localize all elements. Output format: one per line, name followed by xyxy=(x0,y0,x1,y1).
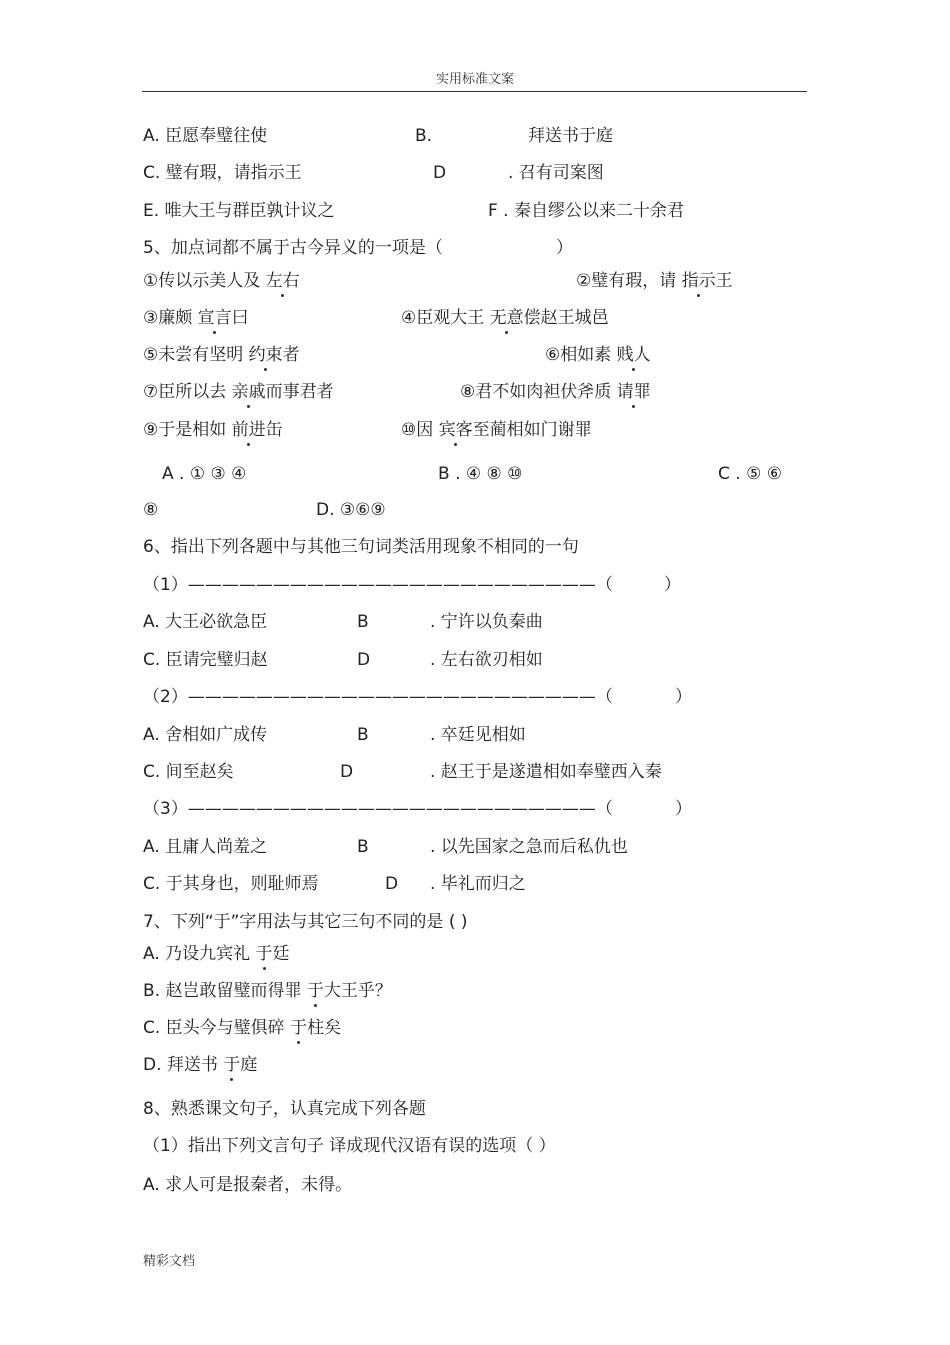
q5-paren-close: ） xyxy=(556,238,573,258)
q4-option-f: F . 秦自缪公以来二十余君 xyxy=(488,201,684,221)
page-footer: 精彩文档 xyxy=(143,1254,196,1269)
q5-item-8: ⑧君不如肉袒伏斧质 请罪 xyxy=(460,382,651,402)
q5-item-10: ⑩因 宾客至蔺相如门谢罪 xyxy=(401,420,592,440)
q7-option-a: A. 乃设九宾礼 于廷 xyxy=(143,944,290,964)
dotted-word: 请罪 xyxy=(616,382,651,402)
q4-option-d-text: . 召有司案图 xyxy=(508,163,604,183)
q6-sub1-option-c: C. 臣请完璧归赵 xyxy=(143,650,268,670)
dotted-word: 前进 xyxy=(231,420,266,440)
page-header: 实用标准文案 xyxy=(435,72,514,87)
dotted-word: 于 xyxy=(290,1018,308,1038)
q6-sub1-option-b-letter: B xyxy=(357,612,369,632)
q6-sub3-option-d-text: . 毕礼而归之 xyxy=(430,874,526,894)
q5-item-4: ④臣观大王 无意偿赵王城邑 xyxy=(401,308,609,328)
dotted-word: 于 xyxy=(255,944,273,964)
q5-option-b: B . ④ ⑧ ⑩ xyxy=(438,464,523,484)
q6-sub3-option-c: C. 于其身也，则耻师焉 xyxy=(143,874,319,894)
q6-sub2-option-b-letter: B xyxy=(357,725,369,745)
q5-item-5: ⑤未尝有坚明 约束者 xyxy=(143,345,300,365)
dotted-word: 指示 xyxy=(681,271,716,291)
q6-sub3-option-d-letter: D xyxy=(385,874,399,894)
q6-sub1-paren-close: ） xyxy=(664,575,681,595)
q8-sub1-stem: （1）指出下列文言句子 译成现代汉语有误的选项（ ） xyxy=(143,1136,556,1156)
q4-option-b-text: 拜送书于庭 xyxy=(528,126,613,146)
dotted-word: 左右 xyxy=(265,271,300,291)
q6-sub2-option-d-text: . 赵王于是遂遣相如奉璧西入秦 xyxy=(430,762,662,782)
q4-option-b-letter: B. xyxy=(415,126,433,146)
q5-stem: 5、加点词都不属于古今异义的一项是（ xyxy=(143,238,443,258)
q6-sub2-option-c: C. 间至赵矣 xyxy=(143,762,234,782)
q4-option-e: E. 唯大王与群臣孰计议之 xyxy=(143,201,335,221)
q6-sub1-option-d-letter: D xyxy=(357,650,371,670)
q6-sub2-option-a: A. 舍相如广成传 xyxy=(143,725,268,745)
q6-sub3-option-b-text: . 以先国家之急而后私仇也 xyxy=(430,837,628,857)
dotted-word: 于 xyxy=(223,1055,241,1075)
q6-sub3-option-b-letter: B xyxy=(357,837,369,857)
q6-sub3-stem: （3）————————————————————————（ xyxy=(143,799,613,819)
q6-sub1-option-d-text: . 左右欲刃相如 xyxy=(430,650,543,670)
q4-option-d-letter: D xyxy=(433,163,447,183)
dotted-word: 无意 xyxy=(489,308,524,328)
dotted-word: 于 xyxy=(306,981,324,1001)
dotted-word: 宾客 xyxy=(438,420,473,440)
q6-sub1-option-a: A. 大王必欲急臣 xyxy=(143,612,268,632)
q7-option-b: B. 赵岂敢留璧而得罪 于大王乎？ xyxy=(143,981,392,1001)
dotted-word: 约束 xyxy=(248,345,283,365)
q5-item-9: ⑨于是相如 前进缶 xyxy=(143,420,283,440)
q5-item-2: ②璧有瑕，请 指示王 xyxy=(576,271,733,291)
dotted-word: 亲戚 xyxy=(231,382,266,402)
q5-item-6: ⑥相如素 贱人 xyxy=(545,345,651,365)
q5-option-a: A . ① ③ ④ xyxy=(162,464,247,484)
q6-sub1-option-b-text: . 宁许以负秦曲 xyxy=(430,612,543,632)
q6-sub2-option-b-text: . 卒廷见相如 xyxy=(430,725,526,745)
q6-sub3-option-a: A. 且庸人尚羞之 xyxy=(143,837,268,857)
q6-sub2-option-d-letter: D xyxy=(340,762,354,782)
q5-option-c: C . ⑤ ⑥ xyxy=(718,464,782,484)
q5-option-c-continued: ⑧ xyxy=(143,500,159,520)
q6-sub3-paren-close: ） xyxy=(675,799,692,819)
q8-sub1-option-a: A. 求人可是报秦者，未得。 xyxy=(143,1175,353,1195)
q4-option-c: C. 璧有瑕，请指示王 xyxy=(143,163,302,183)
q5-item-1: ①传以示美人及 左右 xyxy=(143,271,300,291)
q6-stem: 6、指出下列各题中与其他三句词类活用现象不相同的一句 xyxy=(143,537,579,557)
q7-stem: 7、下列“于”字用法与其它三句不同的是 ( ) xyxy=(143,912,468,932)
q5-item-3: ③廉颇 宣言曰 xyxy=(143,308,249,328)
q4-option-a: A. 臣愿奉璧往使 xyxy=(143,126,268,146)
dotted-word: 贱人 xyxy=(616,345,651,365)
dotted-word: 宣言 xyxy=(197,308,232,328)
q6-sub1-stem: （1）————————————————————————（ xyxy=(143,575,613,595)
q7-option-c: C. 臣头今与璧俱碎 于柱矣 xyxy=(143,1018,342,1038)
q8-stem: 8、熟悉课文句子，认真完成下列各题 xyxy=(143,1099,426,1119)
header-rule xyxy=(142,91,807,92)
q6-sub2-stem: （2）————————————————————————（ xyxy=(143,687,613,707)
q7-option-d: D. 拜送书 于庭 xyxy=(143,1055,258,1075)
q5-option-d: D. ③⑥⑨ xyxy=(316,500,386,520)
q5-item-7: ⑦臣所以去 亲戚而事君者 xyxy=(143,382,334,402)
q6-sub2-paren-close: ） xyxy=(675,687,692,707)
